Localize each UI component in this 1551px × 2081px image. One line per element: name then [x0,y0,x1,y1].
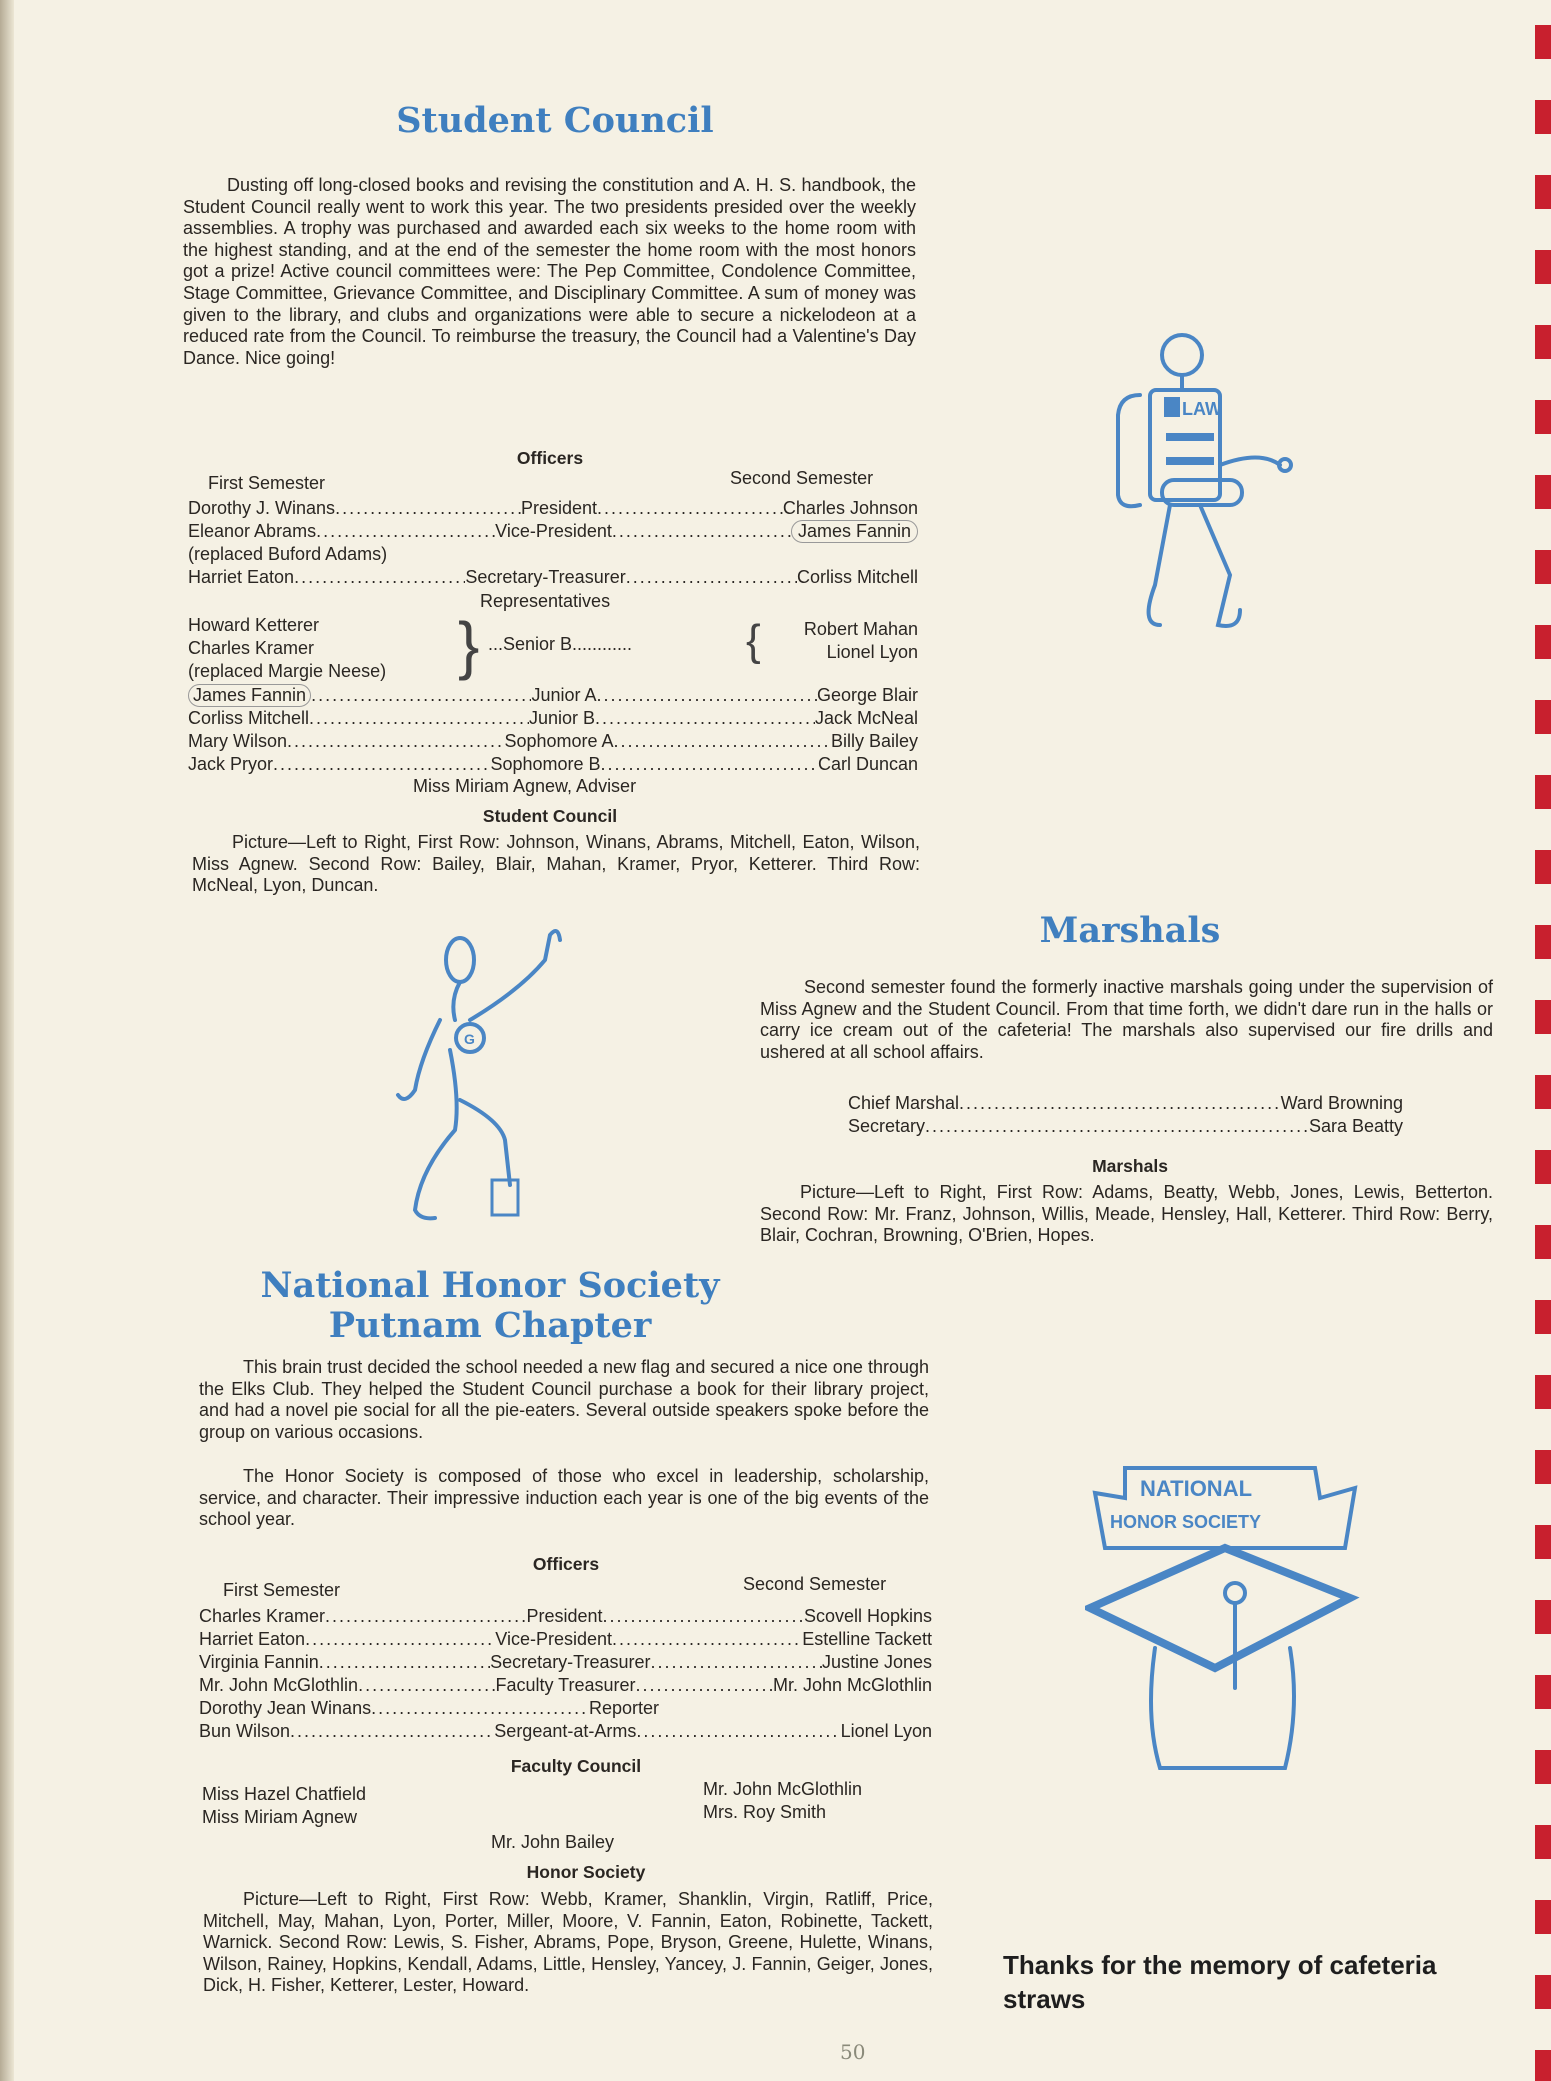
binding-tab [1535,1225,1551,1259]
officer-second: Justine Jones [821,1652,933,1672]
rep-name: Lionel Lyon [826,642,918,662]
faculty-council-heading: Faculty Council [510,1756,642,1776]
officer-first: Charles Kramer [199,1606,326,1626]
officer-first: Mr. John McGlothlin [199,1675,359,1695]
rep-second: Jack McNeal [814,708,919,728]
student-council-title: Student Council [396,100,714,141]
second-semester-label: Second Semester [730,468,874,488]
faculty-center: Mr. John Bailey [491,1832,615,1852]
rep-second: Carl Duncan [817,754,918,774]
rep-first: Mary Wilson [188,731,288,751]
officers-heading: Officers [516,448,584,468]
officer-role: President [520,498,598,518]
nhs-paragraph-2: The Honor Society is composed of those who excel in leadership, scholarship, service, and character. Their impressive induction each year is one of the big events of the school year. [199,1466,929,1530]
officer-role: Vice-President [495,1629,613,1649]
officer-row [199,1674,932,1697]
marshals-officers [848,1092,1403,1138]
adviser: Miss Miriam Agnew, Adviser [413,776,637,796]
marshal-row [848,1092,1403,1115]
officer-second: Charles Johnson [782,498,919,518]
binding-tab [1535,550,1551,584]
faculty-right [703,1778,862,1824]
nhs-title-line2: Putnam Chapter [328,1305,652,1346]
officer-second: Estelline Tackett [802,1629,933,1649]
marshals-paragraph: Second semester found the formerly inactive marshals going under the supervision of Miss Agnew and the Student Council. From that time forth, we didn't dare run in the halls or carry ice cream out of the cafeteria! The marshals also supervised our fire drills and ushered at all school affairs. [760,977,1493,1062]
nhs-banner-text-2: HONOR SOCIETY [1110,1512,1262,1532]
binding-tab [1535,250,1551,284]
honor-society-picture-heading: Honor Society [526,1862,646,1882]
officer-role: Secretary-Treasurer [490,1652,651,1672]
officer-second: Lionel Lyon [840,1721,933,1741]
rep-first: James Fannin [188,684,311,707]
senior-b-role: ...Senior B............ [488,634,633,654]
law-figure-drawing [1100,325,1310,635]
binding-tab [1535,850,1551,884]
officer-row [188,497,918,520]
binding-tab [1535,1525,1551,1559]
officer-row [199,1651,932,1674]
nhs-banner-text-1: NATIONAL [1140,1476,1253,1501]
officer-role: Reporter [588,1698,659,1718]
rep-second: George Blair [816,685,919,705]
waving-figure-drawing [380,920,600,1230]
officer-row [199,1628,932,1651]
officer-first: Eleanor Abrams [188,521,317,541]
officer-first: Bun Wilson [199,1721,291,1741]
officer-second: Scovell Hopkins [803,1606,932,1626]
rep-first: Jack Pryor [188,754,274,774]
rep-role: Sophomore A [504,731,614,751]
binding-tab [1535,1675,1551,1709]
officer-row [188,566,918,589]
nhs-officers-heading: Officers [532,1554,600,1574]
officer-role: Sergeant-at-Arms [494,1721,637,1741]
officer-second: Mr. John McGlothlin [772,1675,933,1695]
binding-tab [1535,100,1551,134]
binding-tab [1535,775,1551,809]
brace: } [458,609,480,681]
officer-row [188,520,918,543]
rep-row [188,684,918,707]
officer-row [188,543,918,566]
marshals-picture-heading: Marshals [1092,1156,1168,1176]
rep-name: Howard Ketterer [188,615,320,635]
rep-role: Sophomore B [490,754,601,774]
binding-tab [1535,1975,1551,2009]
nhs-second-semester: Second Semester [743,1574,887,1594]
binding-tab [1535,625,1551,659]
binding-tab [1535,325,1551,359]
handwritten-note: Thanks for the memory of cafeteria straws [1003,1950,1437,2014]
officer-first: Harriet Eaton [188,567,295,587]
nhs-title-line1: National Honor Society [260,1265,720,1306]
rep-row [188,707,918,730]
student-council-officers [188,497,918,589]
officer-note: (replaced Buford Adams) [188,544,388,564]
rep-role: Junior A [531,685,597,705]
officer-row [199,1720,932,1743]
nhs-officers [199,1605,932,1743]
nhs-title [200,1266,780,1346]
binding-tab [1535,1000,1551,1034]
senior-b-second [760,618,918,664]
binding-tab [1535,1900,1551,1934]
officer-first: Dorothy Jean Winans [199,1698,372,1718]
nhs-first-semester: First Semester [223,1580,341,1600]
faculty-name: Miss Miriam Agnew [202,1807,358,1827]
marshal-role: Secretary [848,1116,926,1136]
marshals-caption: Picture—Left to Right, First Row: Adams, Beatty, Webb, Jones, Lewis, Betterton. Second Row: Mr. Franz, Johnson, Willis, Meade, Hensley, Hall, Ketterer. Third Row: Berry, Blair, Cochran, Browning, O'Brien, Hopes. [760,1182,1493,1246]
binding-tab [1535,475,1551,509]
binding-tab [1535,2050,1551,2081]
honor-society-caption: Picture—Left to Right, First Row: Webb, Kramer, Shanklin, Virgin, Ratliff, Price, Mitchell, May, Mahan, Lyon, Porter, Miller, Moore, V. Fannin, Eaton, Robinette, Tackett, Warnick. Second Row: Lewis, S. Fisher, Abrams, Pope, Bryson, Greene, Hulette, Winans, Wilson, Rainey, Hopkins, Kendall, Adams, Little, Hensley, Yancey, J. Fannin, Geiger, Jones, Dick, H. Fisher, Ketterer, Lester, Howard. [203,1889,933,1996]
binding-tab [1535,925,1551,959]
binding-tab [1535,175,1551,209]
marshal-name: Ward Browning [1280,1093,1403,1113]
brace: { [746,616,761,665]
rep-row [188,753,918,776]
marshals-title: Marshals [1039,910,1221,951]
student-council-caption: Picture—Left to Right, First Row: Johnson, Winans, Abrams, Mitchell, Eaton, Wilson, Miss Agnew. Second Row: Bailey, Blair, Mahan, Kramer, Pryor, Ketterer. Third Row: McNeal, Lyon, Duncan. [192,832,920,896]
binding-tab [1535,400,1551,434]
student-council-paragraph: Dusting off long-closed books and revising the constitution and A. H. S. handbook, the Student Council really went to work this year. The two presidents presided over the weekly assemblies. A trophy was purchased and awarded each six weeks to the home room with the highest standing, and at the end of the semester the home room with the most honors got a prize! Active council committees were: The Pep Committee, Condolence Committee, Stage Committee, Grievance Committee, and Disciplinary Committee. A sum of money was given to the library, and clubs and organizations were able to secure a nickelodeon at a reduced rate from the Council. To reimburse the treasury, the Council had a Valentine's Day Dance. Nice going! [183,175,916,368]
representatives-heading: Representatives [480,591,611,611]
binding-tab [1535,1075,1551,1109]
senior-b-first [188,614,386,683]
page-gutter [0,0,14,2081]
officer-role: President [526,1606,603,1626]
nhs-paragraph-1: This brain trust decided the school needed a new flag and secured a nice one through the Elks Club. They helped the Student Council purchase a book for their library project, and had a novel pie social for all the pie-eaters. Several outside speakers spoke before the group on various occasions. [199,1357,929,1442]
nhs-cap-drawing [1085,1458,1360,1778]
officer-first: Harriet Eaton [199,1629,306,1649]
binding-tab [1535,25,1551,59]
binding-tab [1535,1750,1551,1784]
officer-row [199,1697,659,1720]
binding-tab [1535,700,1551,734]
marshal-name: Sara Beatty [1308,1116,1403,1136]
first-semester-label: First Semester [208,473,326,493]
binding-tab [1535,1375,1551,1409]
officer-role: Faculty Treasurer [495,1675,636,1695]
rep-name: Robert Mahan [803,619,918,639]
faculty-name: Mrs. Roy Smith [703,1802,827,1822]
officer-second: Corliss Mitchell [796,567,918,587]
officer-first: Dorothy J. Winans [188,498,336,518]
marshal-role: Chief Marshal [848,1093,960,1113]
marshal-row [848,1115,1403,1138]
rep-name: Charles Kramer [188,638,315,658]
binding-tab [1535,1600,1551,1634]
officer-second: James Fannin [791,520,918,543]
student-council-picture-heading: Student Council [482,806,618,826]
binding-tab [1535,1450,1551,1484]
law-sign-text: LAW [1182,399,1222,419]
binding-tab [1535,1300,1551,1334]
faculty-name: Miss Hazel Chatfield [202,1784,367,1804]
rep-name: (replaced Margie Neese) [188,661,387,681]
representatives-list [188,684,918,776]
officer-role: Secretary-Treasurer [465,567,626,587]
rep-row [188,730,918,753]
medal-text: G [464,1031,475,1047]
rep-role: Junior B [528,708,596,728]
page-number: 50 [840,2040,866,2064]
rep-second: Billy Bailey [830,731,918,751]
rep-first: Corliss Mitchell [188,708,310,728]
officer-first: Virginia Fannin [199,1652,319,1672]
binding-tab [1535,1150,1551,1184]
faculty-left [202,1783,366,1829]
officer-row [199,1605,932,1628]
faculty-name: Mr. John McGlothlin [703,1779,863,1799]
officer-role: Vice-President [495,521,612,541]
binding-tab [1535,1825,1551,1859]
